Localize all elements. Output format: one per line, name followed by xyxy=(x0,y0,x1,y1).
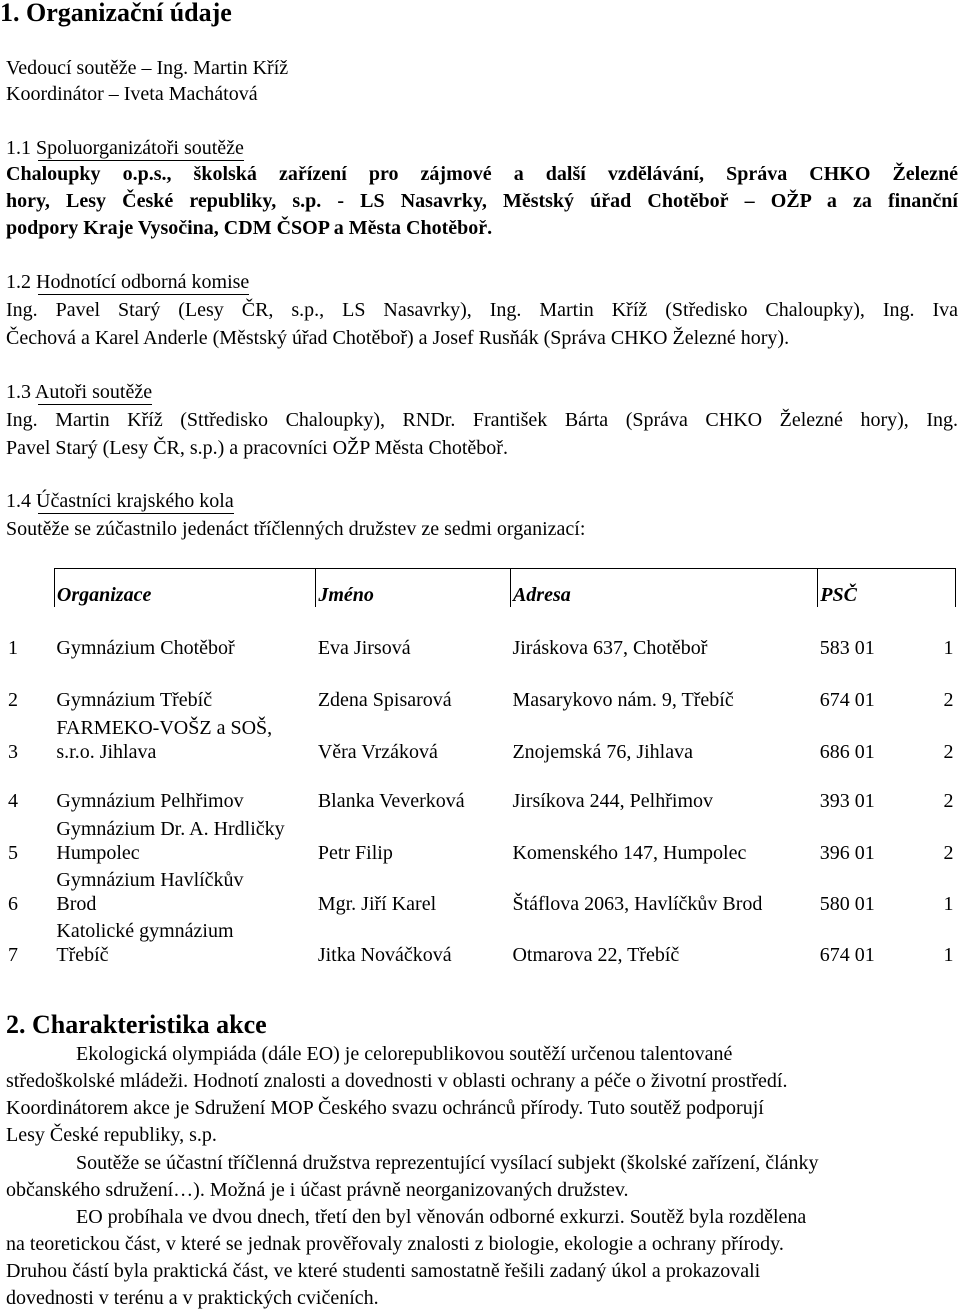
row-psc: 396 01 xyxy=(819,842,875,864)
row-organization-line: Třebíč xyxy=(56,944,109,966)
row-count: 2 xyxy=(943,689,954,711)
row-number: 3 xyxy=(8,741,18,763)
row-address: Štáflova 2063, Havlíčkův Brod xyxy=(512,893,763,915)
row-count: 2 xyxy=(943,790,954,812)
row-organization xyxy=(54,660,315,712)
committee-line-2: Čechová a Karel Anderle (Městský úřad Chotěboř) a Josef Rusňák (Správa CHKO Železné hory). xyxy=(6,327,790,349)
co-organizers-heading xyxy=(6,137,244,161)
row-organization-line: Gymnázium Havlíčkův xyxy=(56,869,244,891)
committee-heading-text: 1.2 Hodnotící odborná komise xyxy=(6,271,250,293)
paragraph-3-line-4: dovednosti v terénu a v praktických cvičeních. xyxy=(6,1287,379,1309)
header-number-cell xyxy=(6,569,54,608)
row-organization-line: Gymnázium Třebíč xyxy=(56,689,213,711)
table-header-row xyxy=(6,569,956,608)
paragraph-1-line-3: Koordinátorem akce je Sdružení MOP Českého svazu ochránců přírody. Tuto soutěž podporují xyxy=(6,1097,764,1119)
paragraph-1-line-1: Ekologická olympiáda (dále EO) je celorepublikovou soutěží určenou talentované xyxy=(76,1043,733,1065)
row-count: 2 xyxy=(943,741,954,763)
header-organization: Organizace xyxy=(54,569,315,608)
row-organization-line: Humpolec xyxy=(56,842,140,864)
row-name: Blanka Veverková xyxy=(317,790,465,812)
row-address: Jirsíkova 244, Pelhřimov xyxy=(512,790,714,812)
row-psc: 674 01 xyxy=(819,944,875,966)
header-psc: PSČ xyxy=(818,569,956,608)
row-address: Komenského 147, Humpolec xyxy=(512,842,747,864)
row-number: 7 xyxy=(8,944,18,966)
row-count: 2 xyxy=(943,842,954,864)
paragraph-3-line-3: Druhou částí byla praktická část, ve které studenti samostatně řešili zadaný úkol a prokazovali xyxy=(6,1260,761,1282)
row-name: Jitka Nováčková xyxy=(317,944,452,966)
table-row xyxy=(6,813,956,865)
coordinator-line: Koordinátor – Iveta Machátová xyxy=(6,83,258,105)
row-name: Eva Jirsová xyxy=(317,637,411,659)
participants-heading xyxy=(6,490,234,514)
paragraph-1-line-2: středoškolské mládeži. Hodnotí znalosti a dovednosti v oblasti ochrany a péče o životní prostředí. xyxy=(6,1070,788,1092)
row-name: Zdena Spisarová xyxy=(317,689,452,711)
row-psc: 393 01 xyxy=(819,790,875,812)
row-organization xyxy=(54,607,315,660)
header-address: Adresa xyxy=(510,569,817,608)
row-organization xyxy=(54,712,315,764)
authors-heading xyxy=(6,381,152,405)
row-name: Mgr. Jiří Karel xyxy=(317,893,437,915)
row-psc: 686 01 xyxy=(819,741,875,763)
co-organizers-line-3: podpory Kraje Vysočina, CDM ČSOP a Města Chotěboř. xyxy=(6,217,493,239)
row-psc: 580 01 xyxy=(819,893,875,915)
authors-heading-text: 1.3 Autoři soutěže xyxy=(6,381,153,403)
row-organization-line: s.r.o. Jihlava xyxy=(56,741,157,763)
header-name: Jméno xyxy=(316,569,511,608)
table-row xyxy=(6,865,956,916)
participants-intro: Soutěže se zúčastnilo jedenáct tříčlenných družstev ze sedmi organizací: xyxy=(6,518,586,540)
row-number: 6 xyxy=(8,893,18,915)
row-organization xyxy=(54,813,315,865)
paragraph-2-line-1: Soutěže se účastní tříčlenná družstva reprezentující vysílací subjekt (školské zařízení, články xyxy=(76,1152,819,1174)
section-2-heading: 2. Charakteristika akce xyxy=(6,1010,267,1039)
row-address: Jiráskova 637, Chotěboř xyxy=(512,637,708,659)
row-organization-line: Gymnázium Chotěboř xyxy=(56,637,235,659)
row-count: 1 xyxy=(943,944,954,966)
row-address: Otmarova 22, Třebíč xyxy=(512,944,680,966)
table-row xyxy=(6,607,956,660)
row-psc: 674 01 xyxy=(819,689,875,711)
row-organization xyxy=(54,764,315,813)
organizations-table xyxy=(6,568,956,967)
row-name: Petr Filip xyxy=(317,842,393,864)
row-count: 1 xyxy=(943,637,954,659)
row-address: Znojemská 76, Jihlava xyxy=(512,741,693,763)
row-organization-line: Katolické gymnázium xyxy=(56,920,234,942)
co-organizers-line-2: hory, Lesy České republiky, s.p. - LS Nasavrky, Městský úřad Chotěboř – OŽP a za finanční xyxy=(6,190,958,212)
row-name: Věra Vrzáková xyxy=(317,741,438,763)
row-organization xyxy=(54,865,315,916)
row-psc: 583 01 xyxy=(819,637,875,659)
row-number: 4 xyxy=(8,790,18,812)
authors-line-2: Pavel Starý (Lesy ČR, s.p.) a pracovníci OŽP Města Chotěboř. xyxy=(6,437,508,459)
authors-line-1: Ing. Martin Kříž (Sttředisko Chaloupky), RNDr. František Bárta (Správa CHKO Železné hory), Ing. xyxy=(6,409,958,431)
row-count: 1 xyxy=(943,893,954,915)
row-address: Masarykovo nám. 9, Třebíč xyxy=(512,689,734,711)
co-organizers-line-1: Chaloupky o.p.s., školská zařízení pro zájmové a další vzdělávání, Správa CHKO Železné xyxy=(6,163,958,185)
table-row xyxy=(6,712,956,764)
committee-heading xyxy=(6,271,249,295)
paragraph-2-line-2: občanského sdružení…). Možná je i účast právně neorganizovaných družstev. xyxy=(6,1179,629,1201)
row-organization-line: Gymnázium Pelhřimov xyxy=(56,790,244,812)
paragraph-3-line-1: EO probíhala ve dvou dnech, třetí den byl věnován odborné exkurzi. Soutěž byla rozdělena xyxy=(76,1206,807,1228)
leader-line: Vedoucí soutěže – Ing. Martin Kříž xyxy=(6,57,289,79)
participants-heading-text: 1.4 Účastníci krajského kola xyxy=(6,490,234,512)
row-number: 5 xyxy=(8,842,18,864)
row-organization-line: FARMEKO-VOŠZ a SOŠ, xyxy=(56,717,273,739)
table-row xyxy=(6,764,956,813)
section-1-heading: 1. Organizační údaje xyxy=(0,0,232,27)
co-organizers-heading-text: 1.1 Spoluorganizátoři soutěže xyxy=(6,137,244,159)
row-number: 2 xyxy=(8,689,18,711)
row-organization-line: Gymnázium Dr. A. Hrdličky xyxy=(56,818,285,840)
row-organization xyxy=(54,916,315,967)
row-organization-line: Brod xyxy=(56,893,97,915)
table-row xyxy=(6,660,956,712)
paragraph-1-line-4: Lesy České republiky, s.p. xyxy=(6,1124,217,1146)
table-row xyxy=(6,916,956,967)
committee-line-1: Ing. Pavel Starý (Lesy ČR, s.p., LS Nasavrky), Ing. Martin Kříž (Středisko Chaloupky), Ing. Iva xyxy=(6,299,958,321)
row-number: 1 xyxy=(8,637,18,659)
paragraph-3-line-2: na teoretickou část, v které se jednak prověřovaly znalosti z biologie, ekologie a ochrany přírody. xyxy=(6,1233,784,1255)
